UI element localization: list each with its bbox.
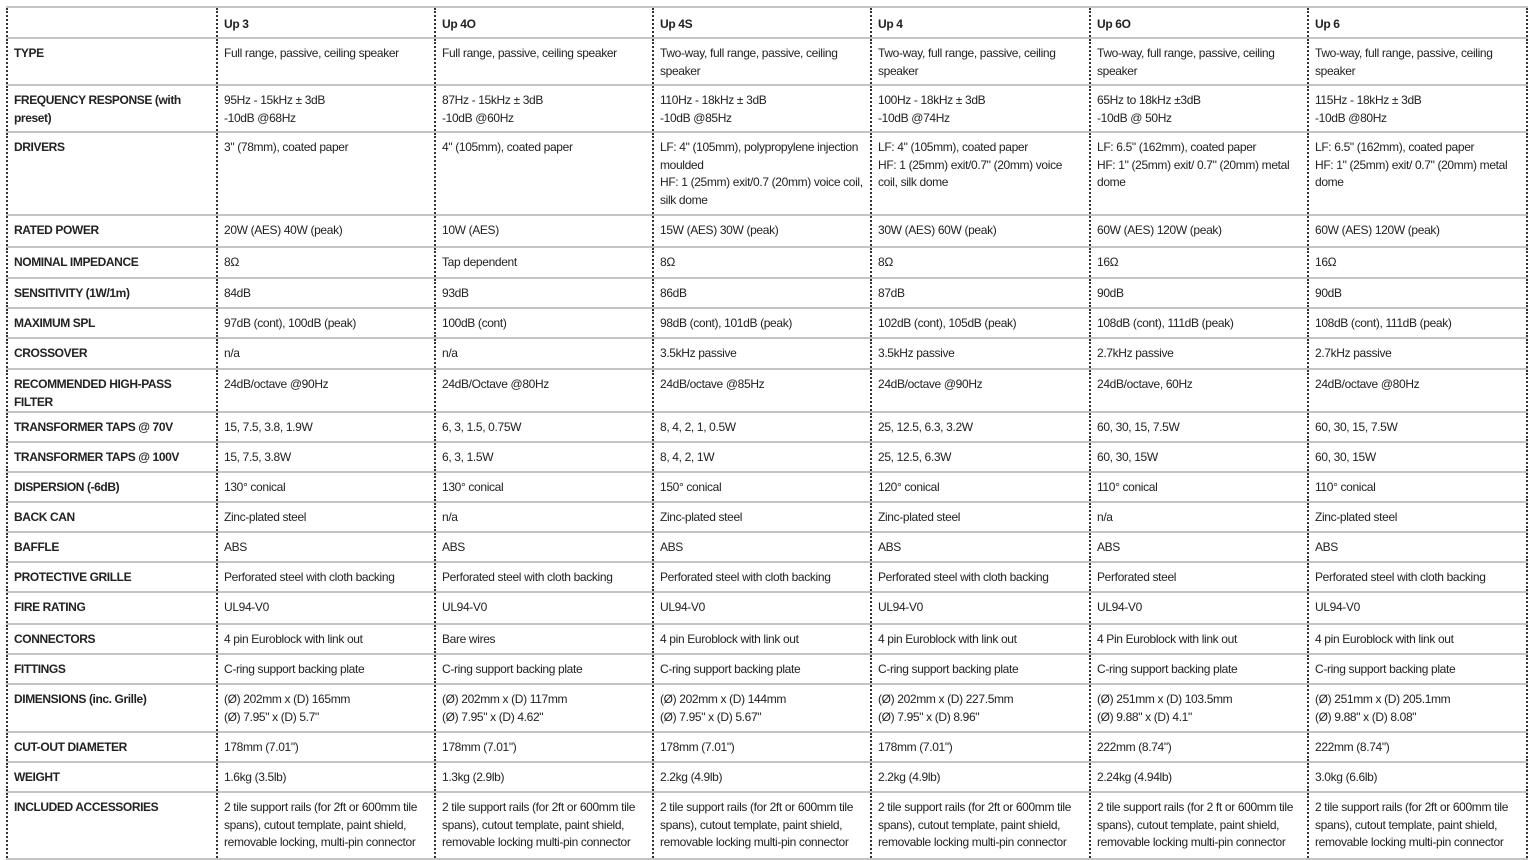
spec-value-cell: Perforated steel with cloth backing: [1308, 562, 1527, 592]
row-label: CONNECTORS: [7, 624, 217, 654]
column-header-up-3: Up 3: [217, 7, 435, 38]
spec-value-cell: 24dB/octave @90Hz: [217, 369, 435, 412]
spec-value-cell: (Ø) 251mm x (D) 205.1mm (Ø) 9.88" x (D) 8.08": [1308, 684, 1527, 732]
spec-value-cell: 4" (105mm), coated paper: [435, 132, 653, 215]
column-header-up-4o: Up 4O: [435, 7, 653, 38]
spec-value-cell: 178mm (7.01"): [435, 732, 653, 762]
spec-value-cell: ABS: [653, 532, 871, 562]
spec-value-cell: 95Hz - 15kHz ± 3dB -10dB @68Hz: [217, 85, 435, 132]
spec-value-cell: Two-way, full range, passive, ceiling speaker: [1308, 38, 1527, 85]
spec-value-cell: 100Hz - 18kHz ± 3dB -10dB @74Hz: [871, 85, 1090, 132]
spec-value-cell: UL94-V0: [871, 592, 1090, 624]
spec-value-cell: Perforated steel: [1090, 562, 1308, 592]
spec-value-cell: Full range, passive, ceiling speaker: [217, 38, 435, 85]
row-label: DIMENSIONS (inc. Grille): [7, 684, 217, 732]
row-label: CROSSOVER: [7, 338, 217, 369]
spec-value-cell: (Ø) 202mm x (D) 144mm (Ø) 7.95" x (D) 5.67": [653, 684, 871, 732]
spec-row-weight: [7, 762, 1527, 792]
spec-row-nominal-impedance: [7, 247, 1527, 278]
spec-value-cell: 4 Pin Euroblock with link out: [1090, 624, 1308, 654]
spec-value-cell: n/a: [435, 502, 653, 532]
corner-cell: [7, 7, 217, 38]
spec-value-cell: C-ring support backing plate: [653, 654, 871, 684]
spec-value-cell: (Ø) 202mm x (D) 117mm (Ø) 7.95" x (D) 4.62": [435, 684, 653, 732]
spec-value-cell: 20W (AES) 40W (peak): [217, 215, 435, 247]
spec-value-cell: 2.24kg (4.94lb): [1090, 762, 1308, 792]
spec-row-included-accessories: [7, 792, 1527, 859]
spec-value-cell: 102dB (cont), 105dB (peak): [871, 308, 1090, 338]
spec-value-cell: 90dB: [1090, 278, 1308, 308]
spec-row-frequency-response-with-preset: [7, 85, 1527, 132]
row-label: BAFFLE: [7, 532, 217, 562]
spec-value-cell: 24dB/octave @90Hz: [871, 369, 1090, 412]
spec-value-cell: 87Hz - 15kHz ± 3dB -10dB @60Hz: [435, 85, 653, 132]
spec-value-cell: 2 tile support rails (for 2ft or 600mm tile spans), cutout template, paint shield, removable locking multi-pin connector: [871, 792, 1090, 859]
spec-value-cell: C-ring support backing plate: [871, 654, 1090, 684]
spec-value-cell: 60, 30, 15W: [1308, 442, 1527, 472]
spec-value-cell: n/a: [217, 338, 435, 369]
spec-value-cell: 2.7kHz passive: [1308, 338, 1527, 369]
spec-value-cell: 24dB/octave @80Hz: [1308, 369, 1527, 412]
spec-value-cell: 110° conical: [1308, 472, 1527, 502]
spec-value-cell: UL94-V0: [1090, 592, 1308, 624]
spec-value-cell: 222mm (8.74"): [1308, 732, 1527, 762]
row-label: FITTINGS: [7, 654, 217, 684]
spec-value-cell: UL94-V0: [217, 592, 435, 624]
spec-value-cell: C-ring support backing plate: [435, 654, 653, 684]
row-label: BACK CAN: [7, 502, 217, 532]
spec-value-cell: 16Ω: [1308, 247, 1527, 278]
spec-value-cell: 110° conical: [1090, 472, 1308, 502]
spec-row-transformer-taps-70v: [7, 412, 1527, 442]
row-label: WEIGHT: [7, 762, 217, 792]
spec-value-cell: 4 pin Euroblock with link out: [653, 624, 871, 654]
row-label: FREQUENCY RESPONSE (with preset): [7, 85, 217, 132]
spec-table: [6, 6, 1528, 860]
spec-value-cell: 4 pin Euroblock with link out: [1308, 624, 1527, 654]
spec-value-cell: 8, 4, 2, 1, 0.5W: [653, 412, 871, 442]
spec-value-cell: Two-way, full range, passive, ceiling speaker: [1090, 38, 1308, 85]
spec-value-cell: 60, 30, 15, 7.5W: [1308, 412, 1527, 442]
spec-row-drivers: [7, 132, 1527, 215]
row-label: RATED POWER: [7, 215, 217, 247]
spec-value-cell: 2 tile support rails (for 2ft or 600mm tile spans), cutout template, paint shield, removable locking multi-pin connector: [435, 792, 653, 859]
row-label: INCLUDED ACCESSORIES: [7, 792, 217, 859]
row-label: TYPE: [7, 38, 217, 85]
spec-row-cut-out-diameter: [7, 732, 1527, 762]
spec-value-cell: 108dB (cont), 111dB (peak): [1090, 308, 1308, 338]
spec-value-cell: 97dB (cont), 100dB (peak): [217, 308, 435, 338]
spec-value-cell: ABS: [871, 532, 1090, 562]
spec-row-connectors: [7, 624, 1527, 654]
spec-value-cell: LF: 6.5" (162mm), coated paper HF: 1" (25mm) exit/ 0.7" (20mm) metal dome: [1308, 132, 1527, 215]
spec-value-cell: (Ø) 251mm x (D) 103.5mm (Ø) 9.88" x (D) 4.1": [1090, 684, 1308, 732]
spec-row-type: [7, 38, 1527, 85]
spec-value-cell: 4 pin Euroblock with link out: [217, 624, 435, 654]
spec-value-cell: 25, 12.5, 6.3, 3.2W: [871, 412, 1090, 442]
spec-value-cell: 2.7kHz passive: [1090, 338, 1308, 369]
spec-value-cell: ABS: [1090, 532, 1308, 562]
spec-value-cell: 8, 4, 2, 1W: [653, 442, 871, 472]
spec-value-cell: C-ring support backing plate: [217, 654, 435, 684]
spec-value-cell: C-ring support backing plate: [1090, 654, 1308, 684]
row-label: TRANSFORMER TAPS @ 100V: [7, 442, 217, 472]
row-label: DRIVERS: [7, 132, 217, 215]
spec-value-cell: Perforated steel with cloth backing: [217, 562, 435, 592]
spec-value-cell: 108dB (cont), 111dB (peak): [1308, 308, 1527, 338]
spec-row-maximum-spl: [7, 308, 1527, 338]
spec-value-cell: 15, 7.5, 3.8, 1.9W: [217, 412, 435, 442]
spec-row-sensitivity-1w-1m: [7, 278, 1527, 308]
row-label: DISPERSION (-6dB): [7, 472, 217, 502]
spec-value-cell: 1.6kg (3.5lb): [217, 762, 435, 792]
spec-value-cell: 25, 12.5, 6.3W: [871, 442, 1090, 472]
spec-row-dimensions-inc-grille: [7, 684, 1527, 732]
spec-value-cell: 2.2kg (4.9lb): [871, 762, 1090, 792]
spec-value-cell: Zinc-plated steel: [1308, 502, 1527, 532]
row-label: SENSITIVITY (1W/1m): [7, 278, 217, 308]
spec-value-cell: 24dB/octave, 60Hz: [1090, 369, 1308, 412]
spec-value-cell: 8Ω: [653, 247, 871, 278]
spec-value-cell: 93dB: [435, 278, 653, 308]
spec-value-cell: 2 tile support rails (for 2 ft or 600mm tile spans), cutout template, paint shield, removable locking multi-pin connector: [1090, 792, 1308, 859]
spec-value-cell: Perforated steel with cloth backing: [653, 562, 871, 592]
row-label: MAXIMUM SPL: [7, 308, 217, 338]
row-label: FIRE RATING: [7, 592, 217, 624]
spec-row-back-can: [7, 502, 1527, 532]
spec-value-cell: UL94-V0: [653, 592, 871, 624]
spec-value-cell: ABS: [435, 532, 653, 562]
spec-value-cell: 30W (AES) 60W (peak): [871, 215, 1090, 247]
spec-row-protective-grille: [7, 562, 1527, 592]
row-label: TRANSFORMER TAPS @ 70V: [7, 412, 217, 442]
spec-value-cell: 150° conical: [653, 472, 871, 502]
spec-value-cell: Two-way, full range, passive, ceiling speaker: [653, 38, 871, 85]
spec-value-cell: 130° conical: [217, 472, 435, 502]
spec-value-cell: 6, 3, 1.5, 0.75W: [435, 412, 653, 442]
row-label: CUT-OUT DIAMETER: [7, 732, 217, 762]
spec-value-cell: Perforated steel with cloth backing: [435, 562, 653, 592]
spec-value-cell: 90dB: [1308, 278, 1527, 308]
spec-value-cell: 178mm (7.01"): [217, 732, 435, 762]
spec-value-cell: 3.5kHz passive: [871, 338, 1090, 369]
spec-value-cell: LF: 4" (105mm), coated paper HF: 1 (25mm) exit/0.7" (20mm) voice coil, silk dome: [871, 132, 1090, 215]
column-header-up-4s: Up 4S: [653, 7, 871, 38]
spec-value-cell: 100dB (cont): [435, 308, 653, 338]
spec-value-cell: 178mm (7.01"): [653, 732, 871, 762]
spec-value-cell: n/a: [435, 338, 653, 369]
spec-value-cell: 65Hz to 18kHz ±3dB -10dB @ 50Hz: [1090, 85, 1308, 132]
spec-row-dispersion-6db: [7, 472, 1527, 502]
spec-value-cell: 2 tile support rails (for 2ft or 600mm tile spans), cutout template, paint shield, removable locking multi-pin connector: [653, 792, 871, 859]
spec-value-cell: UL94-V0: [1308, 592, 1527, 624]
spec-value-cell: Bare wires: [435, 624, 653, 654]
spec-row-rated-power: [7, 215, 1527, 247]
column-header-up-6o: Up 6O: [1090, 7, 1308, 38]
spec-value-cell: 60, 30, 15, 7.5W: [1090, 412, 1308, 442]
spec-value-cell: 8Ω: [217, 247, 435, 278]
spec-value-cell: 15, 7.5, 3.8W: [217, 442, 435, 472]
spec-value-cell: 3.5kHz passive: [653, 338, 871, 369]
spec-row-fittings: [7, 654, 1527, 684]
spec-value-cell: 15W (AES) 30W (peak): [653, 215, 871, 247]
spec-value-cell: C-ring support backing plate: [1308, 654, 1527, 684]
spec-value-cell: 222mm (8.74"): [1090, 732, 1308, 762]
spec-value-cell: 24dB/Octave @80Hz: [435, 369, 653, 412]
spec-value-cell: 115Hz - 18kHz ± 3dB -10dB @80Hz: [1308, 85, 1527, 132]
spec-value-cell: Zinc-plated steel: [871, 502, 1090, 532]
spec-value-cell: 6, 3, 1.5W: [435, 442, 653, 472]
spec-value-cell: 16Ω: [1090, 247, 1308, 278]
row-label: PROTECTIVE GRILLE: [7, 562, 217, 592]
spec-row-fire-rating: [7, 592, 1527, 624]
spec-row-transformer-taps-100v: [7, 442, 1527, 472]
spec-value-cell: Zinc-plated steel: [217, 502, 435, 532]
spec-value-cell: LF: 4" (105mm), polypropylene injection moulded HF: 1 (25mm) exit/0.7 (20mm) voice coil, silk dome: [653, 132, 871, 215]
spec-value-cell: 3.0kg (6.6lb): [1308, 762, 1527, 792]
spec-value-cell: (Ø) 202mm x (D) 227.5mm (Ø) 7.95" x (D) 8.96": [871, 684, 1090, 732]
spec-value-cell: LF: 6.5" (162mm), coated paper HF: 1" (25mm) exit/ 0.7" (20mm) metal dome: [1090, 132, 1308, 215]
spec-value-cell: Zinc-plated steel: [653, 502, 871, 532]
spec-value-cell: Full range, passive, ceiling speaker: [435, 38, 653, 85]
spec-value-cell: Tap dependent: [435, 247, 653, 278]
spec-value-cell: 60, 30, 15W: [1090, 442, 1308, 472]
spec-value-cell: 120° conical: [871, 472, 1090, 502]
spec-row-recommended-high-pass-filter: [7, 369, 1527, 412]
spec-value-cell: 110Hz - 18kHz ± 3dB -10dB @85Hz: [653, 85, 871, 132]
spec-value-cell: UL94-V0: [435, 592, 653, 624]
spec-value-cell: 4 pin Euroblock with link out: [871, 624, 1090, 654]
spec-value-cell: 1.3kg (2.9lb): [435, 762, 653, 792]
spec-value-cell: 60W (AES) 120W (peak): [1308, 215, 1527, 247]
spec-value-cell: 130° conical: [435, 472, 653, 502]
spec-value-cell: 2 tile support rails (for 2ft or 600mm tile spans), cutout template, paint shield, removable locking, multi-pin connector: [217, 792, 435, 859]
spec-value-cell: 84dB: [217, 278, 435, 308]
spec-value-cell: 8Ω: [871, 247, 1090, 278]
spec-value-cell: ABS: [1308, 532, 1527, 562]
row-label: RECOMMENDED HIGH-PASS FILTER: [7, 369, 217, 412]
spec-value-cell: (Ø) 202mm x (D) 165mm (Ø) 7.95" x (D) 5.7": [217, 684, 435, 732]
spec-value-cell: 98dB (cont), 101dB (peak): [653, 308, 871, 338]
spec-value-cell: 86dB: [653, 278, 871, 308]
spec-value-cell: ABS: [217, 532, 435, 562]
header-row: [7, 7, 1527, 38]
spec-value-cell: n/a: [1090, 502, 1308, 532]
spec-value-cell: 2 tile support rails (for 2ft or 600mm tile spans), cutout template, paint shield, removable locking multi-pin connector: [1308, 792, 1527, 859]
spec-value-cell: 178mm (7.01"): [871, 732, 1090, 762]
spec-value-cell: 10W (AES): [435, 215, 653, 247]
column-header-up-6: Up 6: [1308, 7, 1527, 38]
spec-value-cell: 2.2kg (4.9lb): [653, 762, 871, 792]
row-label: NOMINAL IMPEDANCE: [7, 247, 217, 278]
spec-value-cell: 3" (78mm), coated paper: [217, 132, 435, 215]
spec-value-cell: 87dB: [871, 278, 1090, 308]
spec-value-cell: 60W (AES) 120W (peak): [1090, 215, 1308, 247]
spec-value-cell: Perforated steel with cloth backing: [871, 562, 1090, 592]
spec-value-cell: 24dB/octave @85Hz: [653, 369, 871, 412]
spec-row-baffle: [7, 532, 1527, 562]
spec-row-crossover: [7, 338, 1527, 369]
column-header-up-4: Up 4: [871, 7, 1090, 38]
spec-value-cell: Two-way, full range, passive, ceiling speaker: [871, 38, 1090, 85]
